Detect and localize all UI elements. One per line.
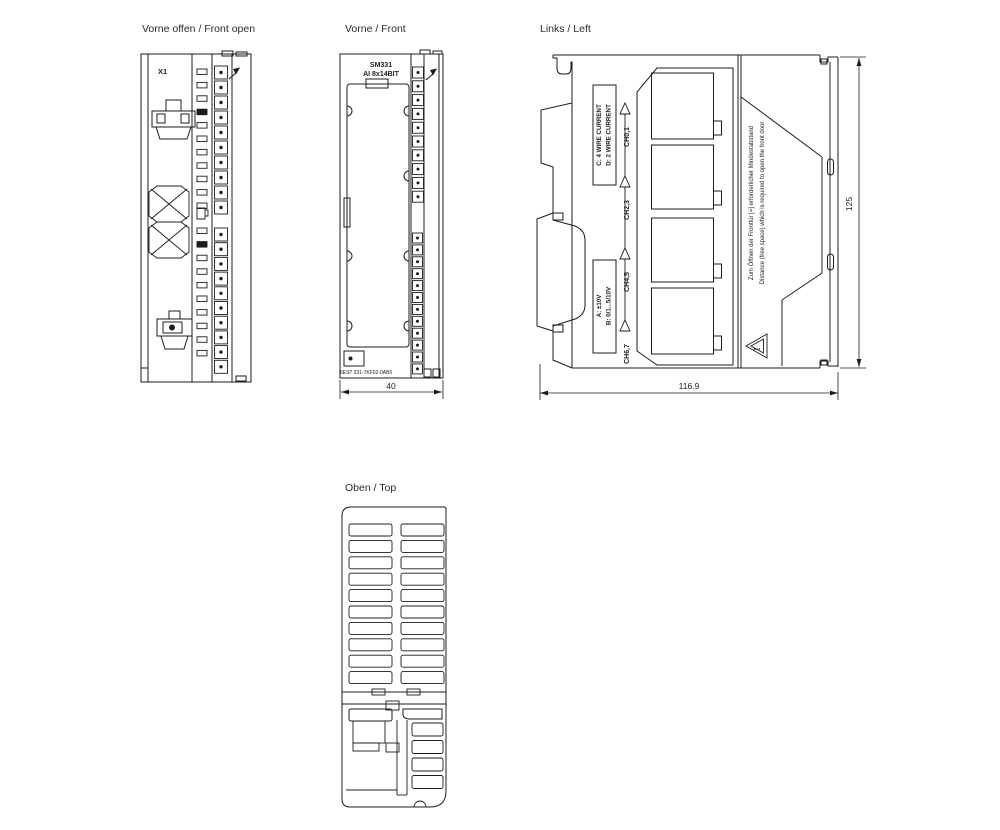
terminal-screw: [416, 284, 419, 287]
side-slot: [412, 723, 443, 736]
view-title-front-open: Vorne offen / Front open: [142, 23, 256, 35]
led-slot: [197, 69, 207, 75]
terminal-screw: [219, 191, 222, 194]
led-slot: [197, 296, 207, 302]
vent-slot: [401, 557, 444, 569]
vent-slot: [349, 573, 392, 585]
vent-slot: [349, 540, 392, 552]
terminal-screw: [219, 262, 222, 265]
range-module-tab: [714, 336, 722, 350]
led-slot: [197, 228, 207, 234]
terminal-screw: [416, 367, 419, 370]
led-slot: [197, 323, 207, 329]
channel-label: CH2,3: [624, 200, 631, 220]
terminal-screw: [219, 86, 222, 89]
vent-slot: [401, 622, 444, 634]
wiring-arrow-icon: [426, 69, 437, 81]
range-label-voltage-line1: A: ±10V: [596, 294, 603, 318]
module-type-line1: SM331: [369, 62, 393, 69]
led-slot-column: [197, 69, 207, 356]
vent-slot: [401, 639, 444, 651]
view-title-top: Oben / Top: [345, 482, 397, 494]
side-slot: [412, 741, 443, 754]
terminal-screw: [219, 161, 222, 164]
terminal-screw: [416, 248, 419, 251]
top-tab: [433, 51, 442, 54]
terminal-screw: [219, 71, 222, 74]
vent-slot: [349, 639, 392, 651]
terminal-screw: [416, 272, 419, 275]
terminal-screw: [417, 168, 420, 171]
vent-slot: [401, 573, 444, 585]
terminal-screw: [219, 146, 222, 149]
terminal-screw: [417, 112, 420, 115]
side-slot: [412, 776, 443, 789]
terminal-screw: [416, 320, 419, 323]
led-slot: [197, 350, 207, 356]
note-english: Distance (free space) which is required to open the front door: [760, 121, 766, 285]
connector-compartment: [346, 720, 407, 795]
vent-slot: [401, 590, 444, 602]
cross-band: [342, 689, 446, 710]
led-slot: [197, 149, 207, 155]
terminal-screw: [417, 140, 420, 143]
door-notch: [404, 171, 409, 181]
bottom-tab: [424, 369, 431, 377]
channel-label: CH4,5: [624, 272, 631, 292]
led-slot: [197, 109, 207, 115]
terminal-screw: [219, 277, 222, 280]
led-slot: [197, 269, 207, 275]
view-title-front: Vorne / Front: [345, 23, 406, 35]
vent-slot-l: [403, 709, 442, 719]
range-module-tab: [714, 121, 722, 135]
range-label-current-line2: D: 2 WIRE CURRENT: [605, 104, 613, 166]
note-german: Zum Öffnen der Fronttür [=] erforderlicher Mindestabstand: [749, 125, 755, 281]
terminal-screw: [219, 321, 222, 324]
vent-slot: [349, 557, 392, 569]
terminal-screw: [219, 292, 222, 295]
vent-slot: [401, 606, 444, 618]
top-tab: [420, 50, 430, 54]
front-door-profile: [741, 55, 838, 368]
led-slot: [197, 96, 207, 102]
warning-triangle-icon: [746, 334, 767, 358]
connector-x1-label: X1: [158, 67, 168, 76]
range-module: [652, 288, 714, 354]
range-label-current-line1: C: 4 WIRE CURRENT: [596, 104, 603, 166]
led-slot: [197, 337, 207, 343]
view-left: [537, 55, 866, 400]
terminal-screw: [416, 296, 419, 299]
range-module: [652, 73, 714, 139]
terminal-screw: [219, 176, 222, 179]
channel-label: CH0,1: [624, 127, 631, 147]
vent-slot: [401, 672, 444, 684]
vent-slots: [349, 524, 444, 684]
warning-exclamation: !: [752, 347, 762, 351]
led-slot: [197, 82, 207, 88]
terminal-screw: [219, 248, 222, 251]
led-slot: [197, 310, 207, 316]
vent-slot: [401, 655, 444, 667]
terminal-screw: [416, 332, 419, 335]
dimension-height-value: 125: [844, 196, 854, 212]
terminal-column: [413, 67, 424, 374]
range-module-tab: [714, 191, 722, 205]
door-notch: [404, 321, 409, 331]
module-type-line2: AI 8x14BIT: [363, 71, 399, 78]
range-module: [652, 145, 714, 209]
terminal-screw: [417, 195, 420, 198]
vent-slot: [349, 672, 392, 684]
range-label-voltage-line2: B: 0/1...5/10V: [605, 286, 613, 326]
terminal-column: [215, 66, 228, 373]
terminal-screw: [219, 306, 222, 309]
door-notch: [347, 251, 352, 261]
vent-slot: [349, 709, 392, 721]
vent-slot: [349, 590, 392, 602]
terminal-screw: [417, 126, 420, 129]
view-title-left: Links / Left: [540, 23, 591, 35]
terminal-screw: [417, 99, 420, 102]
upper-latch: [152, 100, 195, 139]
wiring-arrow-icon: [229, 68, 240, 80]
lower-latch: [157, 311, 192, 349]
terminal-screw: [416, 344, 419, 347]
side-slots: [412, 723, 443, 789]
terminal-screw: [219, 116, 222, 119]
module-outline: [340, 54, 443, 378]
key-tab: [197, 208, 208, 219]
terminal-screw: [416, 308, 419, 311]
terminal-screw: [219, 233, 222, 236]
terminal-screw: [219, 206, 222, 209]
terminal-screw: [417, 71, 420, 74]
door-notch: [404, 106, 409, 116]
door-notch: [404, 251, 409, 261]
led-slot: [197, 176, 207, 182]
led-slot: [197, 242, 207, 248]
vent-slot: [349, 524, 392, 536]
terminal-screw: [219, 101, 222, 104]
vent-slot: [349, 622, 392, 634]
dimension-width-value: 40: [386, 381, 396, 391]
terminal-screw: [417, 85, 420, 88]
led-slot: [197, 190, 207, 196]
range-module-tab: [714, 264, 722, 278]
led-slot: [197, 123, 207, 129]
channel-label: CH6,7: [624, 344, 631, 364]
view-top: [342, 507, 446, 807]
led-slot: [197, 163, 207, 169]
terminal-screw: [219, 365, 222, 368]
ground-terminal: [344, 351, 364, 366]
view-front-open: [141, 51, 251, 382]
vent-slot: [349, 606, 392, 618]
bottom-notch: [414, 801, 426, 807]
range-module: [652, 218, 714, 282]
front-door: [347, 84, 409, 347]
terminal-screw: [417, 181, 420, 184]
door-notch: [347, 321, 352, 331]
led-slot: [197, 136, 207, 142]
range-modules: [652, 73, 722, 354]
bus-connector-bulge: [553, 220, 585, 326]
terminal-screw: [219, 131, 222, 134]
terminal-screw: [219, 350, 222, 353]
locking-cams: [149, 186, 189, 258]
vent-slot: [349, 655, 392, 667]
terminal-screw: [416, 356, 419, 359]
height-dimension: [840, 57, 866, 368]
led-slot: [197, 282, 207, 288]
din-rail-profile: [537, 55, 572, 368]
vent-slot: [401, 524, 444, 536]
terminal-screw: [417, 154, 420, 157]
bottom-tab: [236, 376, 246, 381]
dimension-depth-value: 116.9: [678, 381, 700, 391]
terminal-screw: [219, 336, 222, 339]
terminal-screw: [416, 237, 419, 240]
vent-slot: [401, 540, 444, 552]
side-slot: [412, 758, 443, 771]
order-number: 6ES7 331-7KF02-0AB0: [340, 370, 393, 376]
door-notch: [347, 106, 352, 116]
terminal-screw: [416, 260, 419, 263]
view-front: [340, 50, 443, 399]
led-slot: [197, 255, 207, 261]
